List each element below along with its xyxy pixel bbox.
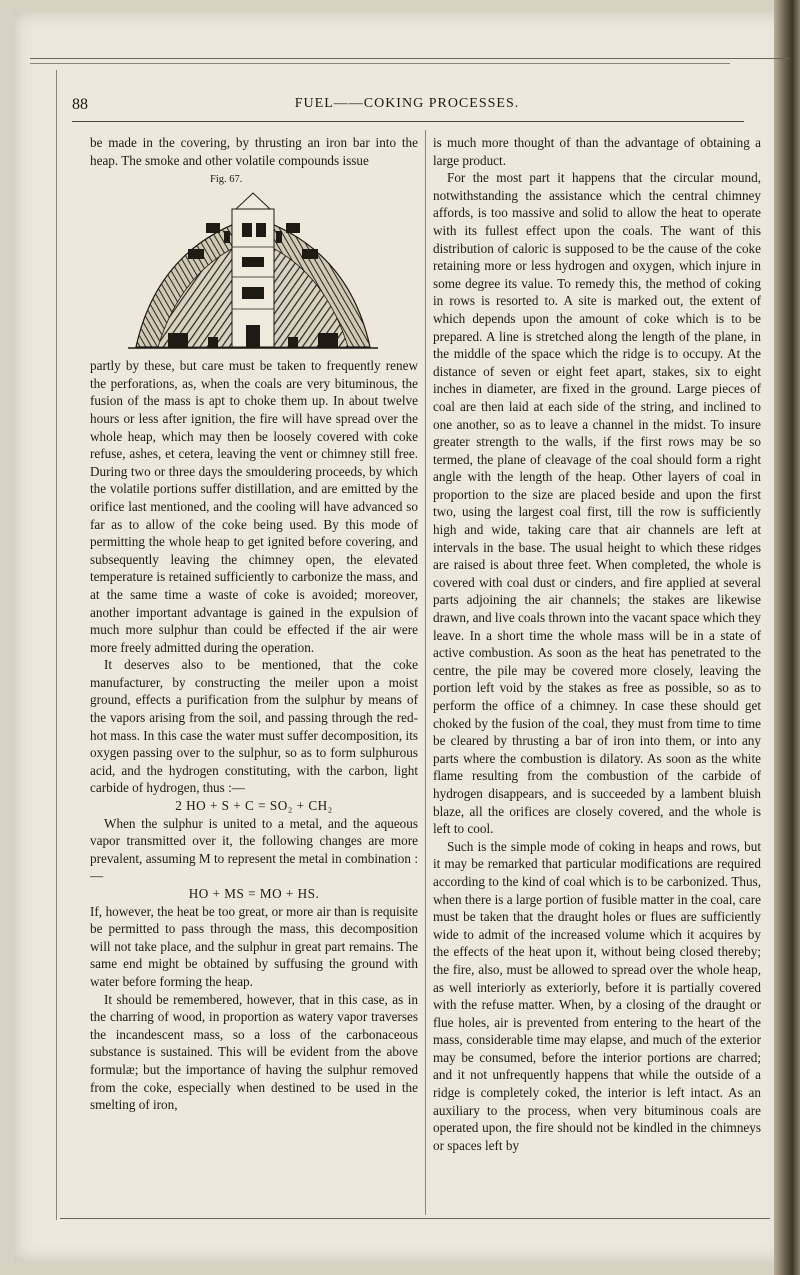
paragraph: When the sulphur is united to a metal, and the aqueous vapor transmitted over it, the following changes are more prevalent, assuming M to represent the metal in combination :— — [90, 815, 418, 884]
figure-label: Fig. 67. — [210, 174, 243, 186]
chemical-formula: 2 HO + S + C = SO₂ + CH₂ — [175, 798, 333, 814]
coke-heap-illustration — [128, 187, 378, 351]
chemical-formula: HO + MS = MO + HS. — [188, 886, 320, 901]
paragraph: Such is the simple mode of coking in heaps and rows, but it may be remarked that particular modifications are required according to the kind of coal which is to be carbonized. Thus, when there is a large portion of fusible matter in the coal, care must be taken that the draught holes or flues are sufficiently wide to admit of the increased volume which it acquires by the effects of the heat upon it, without being closed thereby; the fire, also, must be allowed to spread over the whole heap, as well interiorly as exteriorly, before it is partially covered with the refuse matter. When, by a closing of the draught or flue holes, air is prevented from entering to the heart of the mass, considerable time may elapse, and much of the exterior may be consumed, before the interior portions are charred; and it not unfrequently happens that while the outside of a ridge is completely coked, the interior is left intact. As an auxiliary to the process, when very bituminous coals are operated upon, the fire should not be kindled in the chimneys or spaces left by — [433, 838, 761, 1153]
page-header — [72, 96, 742, 118]
paragraph: For the most part it happens that the circular mound, notwithstanding the assistance which the central chimney affords, is too massive and solid to allow the heat to operate with its fullest effect upon the coals. The want of this distribution of caloric is supposed to be the cause of the coke retaining more or less hydrogen and oxygen, which injure in some degree its value. To remedy this, the method of coking in rows is resorted to. A site is marked out, the extent of which depends upon the amount of coke which is to be prepared. A line is stretched along the length of the plane, in the middle of the space which the ridge is to occupy. At the distance of seven or eight feet apart, stakes, six to eight inches in diameter, are fixed in the ground. Large pieces of coal are then laid at each side of the string, and inclined to one another, so as to leave a channel in the midst. To insure greater strength to the walls, if the first rows may be so termed, the plane of cleavage of the coal should form a right angle with the length of the heap. Other layers of coal in proportion to the size are placed beside and upon the first two, using the largest coal first, till the row is sufficiently high and wide, taking care that air channels are left at intervals in the base. The usual height to which these ridges are raised is about three feet. When completed, the whole is covered with coal dust or cinders, and fire applied at several parts adjoining the air channels; the stakes are likewise drawn, and live coals thrown into the vacant space which they leave. In a short time the whole mass will be in a state of active combustion. As soon as the heat has penetrated to the centre, the pile may be covered more closely, leaving the portion left void by the stakes as free as possible, so as to perform the office of a chimney. In case these should get choked by the fusion of the coal, they must from time to time be cleared by thrusting a bar of iron into them, or into any parts where the combustion is dilatory. As soon as the white flame resulting from the combustion of the carbide of hydrogen disappears, and is succeeded by a lambent bluish blaze, all the orifices are closely covered, and the whole is left to cool. — [433, 170, 761, 837]
paragraph: It deserves also to be mentioned, that the coke manufacturer, by constructing the meiler upon a moist ground, effects a purification from the sulphur by means of the vapors arising from the soil, and passing through the red-hot mass. In this case the water must suffer decomposition, its oxygen passing over to the sulphur, so as to form sulphurous acid, and the hydrogen constituting, with the carbon, light carbide of hydrogen, thus :— — [90, 657, 418, 796]
top-border-rule-inner — [30, 63, 730, 64]
header-rule — [72, 121, 744, 122]
running-head: FUEL——COKING PROCESSES. — [294, 96, 520, 111]
top-border-rule — [30, 58, 790, 59]
right-column — [433, 134, 761, 1154]
paragraph: is much more thought of than the advantage of obtaining a large product. — [433, 135, 761, 168]
paragraph: It should be remembered, however, that in this case, as in the charring of wood, in proportion as watery vapor traverses the incandescent mass, so a loss of the carbonaceous substance is sustained. This will be evident from the above formulæ; but the importance of having the sulphur removed from the coke, especially when destined to be used in the smelting of iron, — [90, 991, 418, 1113]
left-border-rule — [56, 70, 57, 1220]
paragraph: be made in the covering, by thrusting an iron bar into the heap. The smoke and other volatile compounds issue — [90, 135, 418, 168]
paragraph: If, however, the heat be too great, or more air than is requisite be permitted to pass through the mass, this decomposition will not take place, and the sulphur in great part remains. The same end might be obtained by suffusing the ground with water before forming the heap. — [90, 903, 418, 989]
figure-67 — [90, 171, 418, 353]
page-edge-shadow — [774, 0, 800, 1275]
page-number: 88 — [72, 96, 88, 113]
left-column — [90, 134, 418, 1114]
paragraph: partly by these, but care must be taken to frequently renew the perforations, as, when the coals are very bituminous, the fusion of the mass is apt to choke them up. In about twelve hours or less after ignition, the fire will have spread over the whole heap, which may then be loosely covered with coke refuse, ashes, et cetera, leaving the vent or chimney still free. During two or three days the smouldering proceeds, by which the volatile portions suffer distillation, and are emitted by the orifice last mentioned, and the cooling will have advanced so far as to allow of the coke being used. By this mode of permitting the whole heap to get ignited before covering, and subsequently leaving the chimney open, the elevated temperature is retained sufficiently to carbonize the mass, and at the same time a waste of coke is avoided; moreover, another important advantage is gained in the expulsion of much more sulphur than could be effected if the air were more freely admitted during the operation. — [90, 358, 418, 655]
bottom-rule — [60, 1218, 770, 1219]
column-divider — [425, 130, 426, 1215]
